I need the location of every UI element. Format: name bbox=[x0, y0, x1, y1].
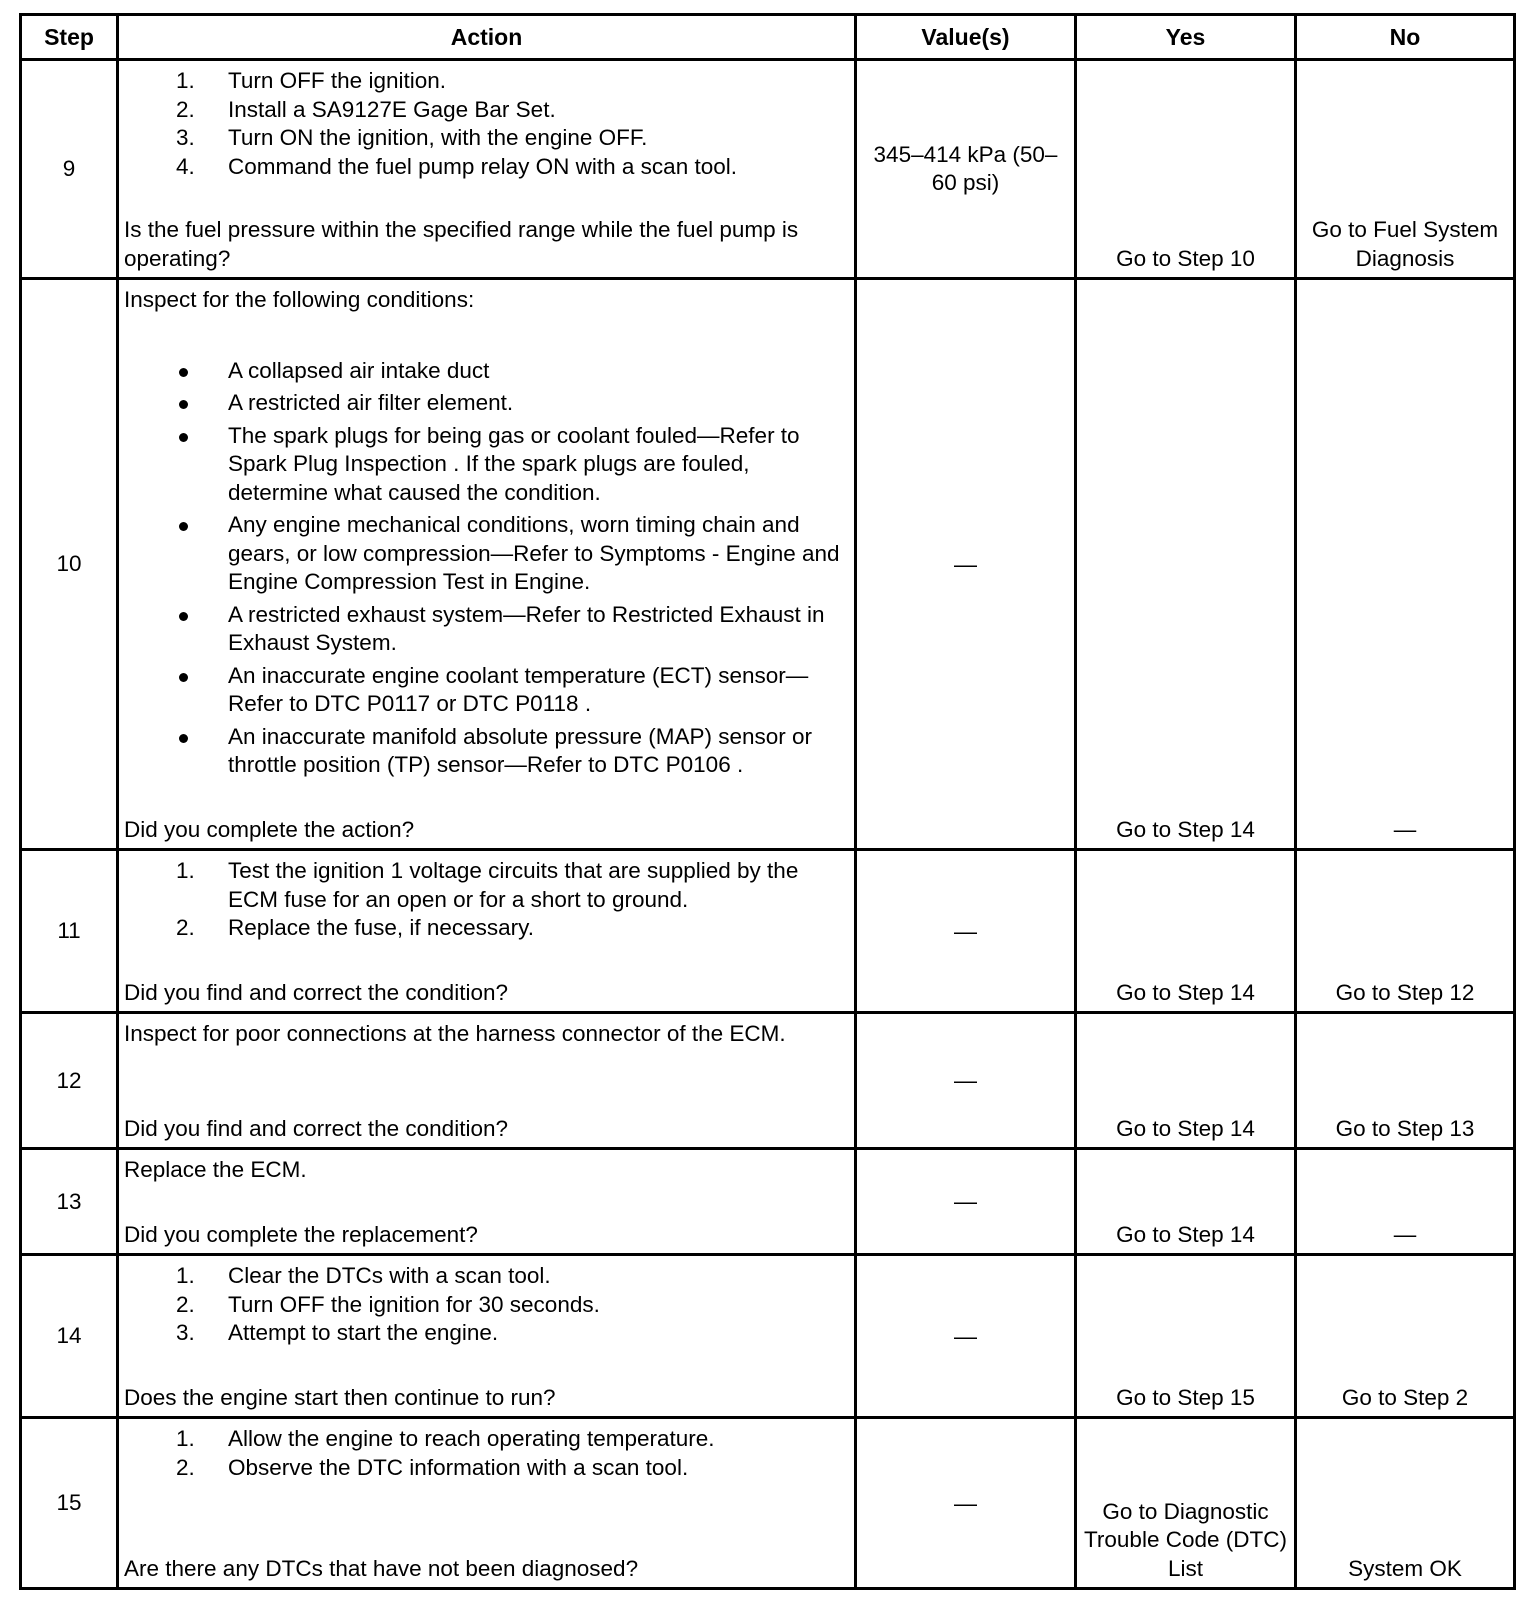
yes-answer: Go to Step 14 bbox=[1116, 816, 1255, 842]
no-answer: Go to Step 2 bbox=[1341, 1384, 1469, 1410]
value-cell bbox=[856, 1149, 1076, 1255]
no-cell bbox=[1296, 60, 1515, 279]
header-no: No bbox=[1296, 15, 1515, 60]
yes-answer: Go to Step 14 bbox=[1116, 979, 1255, 1005]
value-text: — bbox=[954, 1322, 977, 1349]
yes-cell bbox=[1076, 1013, 1296, 1149]
action-intro: Replace the ECM. bbox=[124, 1157, 307, 1182]
no-cell bbox=[1296, 1149, 1515, 1255]
step-cell bbox=[21, 279, 118, 850]
action-item: 2. Replace the fuse, if necessary. bbox=[176, 915, 534, 940]
step-number: 12 bbox=[56, 1067, 82, 1093]
value-text: — bbox=[954, 1067, 977, 1093]
step-number: 10 bbox=[56, 551, 82, 576]
value-cell bbox=[856, 279, 1076, 850]
yes-cell bbox=[1076, 1418, 1296, 1589]
action-cell bbox=[118, 1255, 856, 1418]
value-cell bbox=[856, 1013, 1076, 1149]
value-text: — bbox=[954, 550, 977, 577]
table-row-step-14 bbox=[21, 1255, 1515, 1418]
value-text: — bbox=[954, 917, 977, 944]
action-item: 2. Observe the DTC information with a scan tool. bbox=[176, 1454, 689, 1480]
action-question: Did you find and correct the condition? bbox=[124, 979, 508, 1005]
action-item: 2. Turn OFF the ignition for 30 seconds. bbox=[176, 1291, 600, 1317]
action-question: Are there any DTCs that have not been diagnosed? bbox=[124, 1555, 639, 1581]
table-row-step-12 bbox=[21, 1013, 1515, 1149]
action-item: 1. Test the ignition 1 voltage circuits that are supplied by the ECM fuse for an open or for a short to ground. bbox=[176, 858, 799, 912]
step-cell bbox=[21, 60, 118, 279]
no-cell bbox=[1296, 1418, 1515, 1589]
condition-item: An inaccurate engine coolant temperature (ECT) sensor—Refer to DTC P0117 or DTC P0118 . bbox=[124, 662, 848, 719]
action-item: 1. Allow the engine to reach operating temperature. bbox=[176, 1426, 715, 1451]
action-question: Does the engine start then continue to run? bbox=[124, 1384, 556, 1410]
condition-item: A collapsed air intake duct bbox=[124, 357, 848, 386]
no-cell bbox=[1296, 1255, 1515, 1418]
yes-answer: Go to Diagnostic Trouble Code (DTC) List bbox=[1084, 1498, 1287, 1581]
action-item: 2. Install a SA9127E Gage Bar Set. bbox=[176, 96, 556, 122]
no-answer: — bbox=[1393, 1221, 1417, 1247]
table-row-step-11 bbox=[21, 850, 1515, 1013]
condition-item: Any engine mechanical conditions, worn timing chain and gears, or low compression—Refer to Symptoms - Engine and Engine Compression Test in Engine. bbox=[124, 511, 848, 597]
value-cell bbox=[856, 1418, 1076, 1589]
yes-answer: Go to Step 10 bbox=[1116, 245, 1255, 271]
header-yes: Yes bbox=[1076, 15, 1296, 60]
header-row bbox=[21, 15, 1515, 60]
step-cell bbox=[21, 1013, 118, 1149]
action-cell bbox=[118, 60, 856, 279]
value-text: 345–414 kPa (50–60 psi) bbox=[873, 141, 1058, 195]
action-question: Did you complete the replacement? bbox=[124, 1221, 478, 1247]
yes-answer: Go to Step 15 bbox=[1116, 1384, 1255, 1410]
yes-cell bbox=[1076, 850, 1296, 1013]
table-row-step-13 bbox=[21, 1149, 1515, 1255]
no-answer: Go to Step 12 bbox=[1335, 979, 1475, 1005]
action-question: Did you complete the action? bbox=[124, 816, 415, 842]
header-action: Action bbox=[118, 15, 856, 60]
value-cell bbox=[856, 1255, 1076, 1418]
value-text: — bbox=[954, 1489, 977, 1516]
condition-item: The spark plugs for being gas or coolant fouled—Refer to Spark Plug Inspection . If the spark plugs are fouled, determine what caused the condition. bbox=[124, 422, 848, 508]
table-row-step-15 bbox=[21, 1418, 1515, 1589]
action-item: 1. Turn OFF the ignition. bbox=[176, 68, 447, 93]
action-cell bbox=[118, 1013, 856, 1149]
action-cell bbox=[118, 279, 856, 850]
condition-item: A restricted air filter element. bbox=[124, 389, 848, 418]
value-cell bbox=[856, 60, 1076, 279]
step-number: 14 bbox=[56, 1323, 82, 1348]
step-cell bbox=[21, 1255, 118, 1418]
step-cell bbox=[21, 1418, 118, 1589]
no-answer: Go to Step 13 bbox=[1335, 1115, 1475, 1141]
step-number: 11 bbox=[57, 918, 81, 943]
action-cell bbox=[118, 1418, 856, 1589]
yes-cell bbox=[1076, 279, 1296, 850]
condition-item: An inaccurate manifold absolute pressure (MAP) sensor or throttle position (TP) sensor—Refer to DTC P0106 . bbox=[124, 723, 848, 780]
no-cell bbox=[1296, 850, 1515, 1013]
action-cell bbox=[118, 850, 856, 1013]
table-row-step-9 bbox=[21, 60, 1515, 279]
yes-answer: Go to Step 14 bbox=[1116, 1115, 1255, 1141]
action-intro: Inspect for the following conditions: bbox=[124, 287, 475, 312]
header-step: Step bbox=[21, 15, 118, 60]
no-answer: — bbox=[1393, 816, 1417, 842]
step-number: 15 bbox=[56, 1490, 82, 1515]
no-cell bbox=[1296, 1013, 1515, 1149]
action-content bbox=[124, 286, 848, 844]
action-question: Did you find and correct the condition? bbox=[124, 1115, 508, 1141]
action-item: 3. Turn ON the ignition, with the engine OFF. bbox=[176, 125, 648, 150]
no-answer: Go to Fuel System Diagnosis bbox=[1311, 217, 1499, 271]
diagnostic-table bbox=[19, 13, 1516, 1590]
header-values: Value(s) bbox=[856, 15, 1076, 60]
no-answer: System OK bbox=[1348, 1555, 1462, 1581]
action-item: 1. Clear the DTCs with a scan tool. bbox=[176, 1263, 551, 1288]
yes-cell bbox=[1076, 1149, 1296, 1255]
step-cell bbox=[21, 1149, 118, 1255]
value-cell bbox=[856, 850, 1076, 1013]
yes-cell bbox=[1076, 60, 1296, 279]
step-number: 9 bbox=[62, 156, 76, 181]
no-cell bbox=[1296, 279, 1515, 850]
condition-item: A restricted exhaust system—Refer to Restricted Exhaust in Exhaust System. bbox=[124, 601, 848, 658]
yes-answer: Go to Step 14 bbox=[1116, 1221, 1255, 1247]
yes-cell bbox=[1076, 1255, 1296, 1418]
action-intro: Inspect for poor connections at the harness connector of the ECM. bbox=[124, 1021, 786, 1046]
action-question: Is the fuel pressure within the specified range while the fuel pump is operating? bbox=[124, 217, 799, 271]
step-cell bbox=[21, 850, 118, 1013]
step-number: 13 bbox=[56, 1188, 82, 1214]
action-item: 4. Command the fuel pump relay ON with a scan tool. bbox=[176, 153, 737, 179]
table-row-step-10 bbox=[21, 279, 1515, 850]
action-cell bbox=[118, 1149, 856, 1255]
action-item: 3. Attempt to start the engine. bbox=[176, 1320, 499, 1345]
value-text: — bbox=[954, 1188, 977, 1214]
